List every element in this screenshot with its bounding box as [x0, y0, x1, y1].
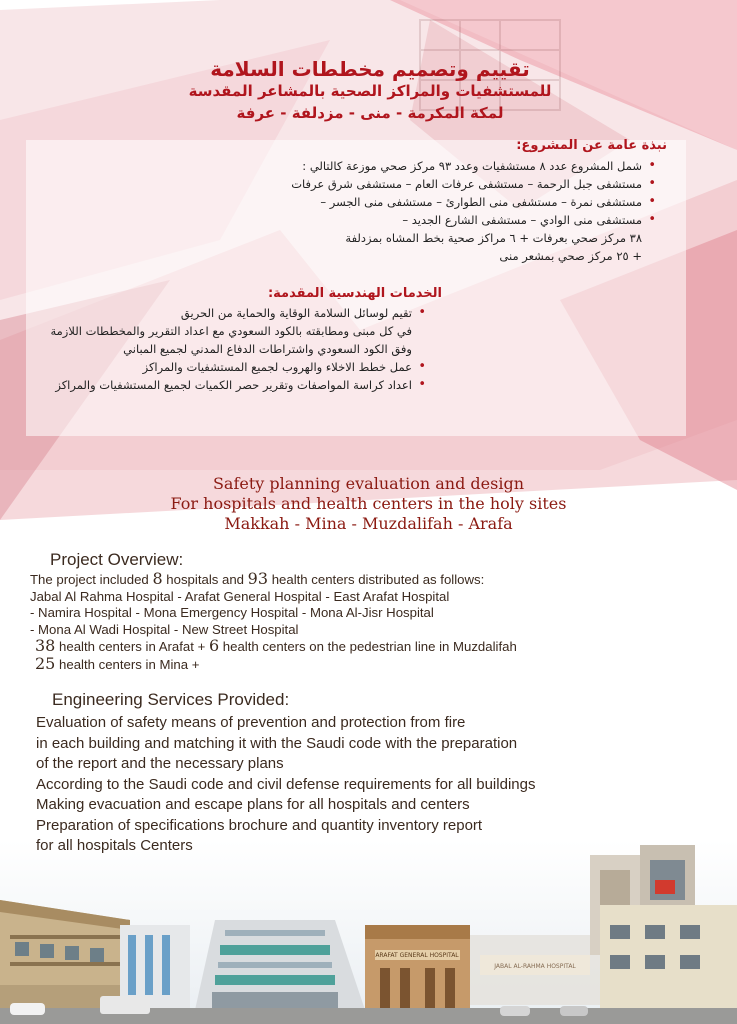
english-places: Makkah - Mina - Muzdalifah - Arafa [224, 514, 513, 533]
services-line: Evaluation of safety means of prevention and protection from fire [36, 714, 466, 731]
list-item: ٣٨ مركز صحي بعرفات + ٦ مراكز صحية بخط المشاه بمزدلفة [345, 231, 642, 245]
services-line: Making evacuation and escape plans for all hospitals and centers [36, 796, 470, 813]
arabic-services-list [50, 304, 412, 394]
project-overview-heading: Project Overview: [50, 550, 184, 569]
list-item: وفق الكود السعودي واشتراطات الدفاع المدني لجميع المباني [123, 342, 412, 356]
hospital-sign-text: ARAFAT GENERAL HOSPITAL [375, 952, 459, 959]
overview-line: 25 health centers in Mina + [35, 653, 200, 673]
engineering-services-heading: Engineering Services Provided: [52, 690, 290, 709]
list-item: • شمل المشروع عدد ٨ مستشفيات وعدد ٩٣ مركز صحي موزعة كالتالي : [291, 157, 642, 175]
english-subtitle: For hospitals and health centers in the holy sites [170, 494, 567, 513]
arabic-title-block [180, 58, 560, 124]
list-item: • مستشفى منى الوادي – مستشفى الشارع الجديد – [291, 211, 642, 229]
list-item: • عمل خطط الاخلاء والهروب لجميع المستشفيات والمراكز [50, 358, 412, 376]
arabic-title: تقييم وتصميم مخططات السلامة [210, 57, 530, 81]
arabic-subtitle: للمستشفيات والمراكز الصحية بالمشاعر المقدسة [188, 82, 552, 100]
list-item: • مستشفى نمرة – مستشفى منى الطوارئ – مستشفى منى الجسر – [291, 193, 642, 211]
overview-line: - Namira Hospital - Mona Emergency Hospital - Mona Al-Jisr Hospital [30, 605, 434, 620]
services-line: in each building and matching it with the Saudi code with the preparation [36, 734, 518, 752]
arabic-services-heading: الخدمات الهندسية المقدمة: [267, 286, 442, 301]
arabic-overview-heading: نبذة عامة عن المشروع: [516, 138, 667, 153]
list-item: + ٢٥ مركز صحي بمشعر منى [499, 249, 642, 263]
english-title: Safety planning evaluation and design [212, 474, 525, 493]
building-center-left [195, 920, 365, 1010]
services-line: for all hospitals Centers [36, 837, 193, 854]
overview-line: The project included 8 hospitals and 93 health centers distributed as follows: [30, 569, 485, 588]
arabic-places: لمكة المكرمة - منى - مزدلفة - عرفة [236, 104, 504, 122]
car [560, 1006, 588, 1016]
list-item: • اعداد كراسة المواصفات وتقرير حصر الكميات لجميع المستشفيات والمراكز [50, 376, 412, 394]
list-item: • مستشفى جبل الرحمة – مستشفى عرفات العام – مستشفى شرق عرفات [291, 175, 642, 193]
overview-line: - Mona Al Wadi Hospital - New Street Hospital [30, 621, 299, 637]
english-title-block [0, 474, 737, 534]
engineering-services-text [36, 713, 535, 857]
services-line: of the report and the necessary plans [36, 755, 284, 772]
building-center [365, 925, 470, 1010]
hospital-sign-text: JABAL AL-RAHMA HOSPITAL [494, 963, 576, 970]
services-line: According to the Saudi code and civil defense requirements for all buildings [36, 775, 536, 793]
project-overview-text [30, 571, 517, 673]
list-item: في كل مبنى ومطابقته بالكود السعودي مع اعداد التقرير والمخططات اللازمة [50, 324, 412, 338]
car [100, 996, 150, 1014]
arabic-overview-list [291, 157, 642, 265]
services-line: Preparation of specifications brochure and quantity inventory report [36, 816, 483, 834]
hospital-buildings-photo [0, 840, 737, 1024]
car [500, 1006, 530, 1016]
building-middle-right [470, 935, 600, 1005]
car [10, 1003, 45, 1015]
list-item: • تقيم لوسائل السلامة الوقاية والحماية من الحريق [50, 304, 412, 322]
overview-line: Jabal Al Rahma Hospital - Arafat General Hospital - East Arafat Hospital [30, 588, 450, 604]
overview-line: 38 health centers in Arafat + 6 health centers on the pedestrian line in Muzdalifah [35, 636, 517, 655]
